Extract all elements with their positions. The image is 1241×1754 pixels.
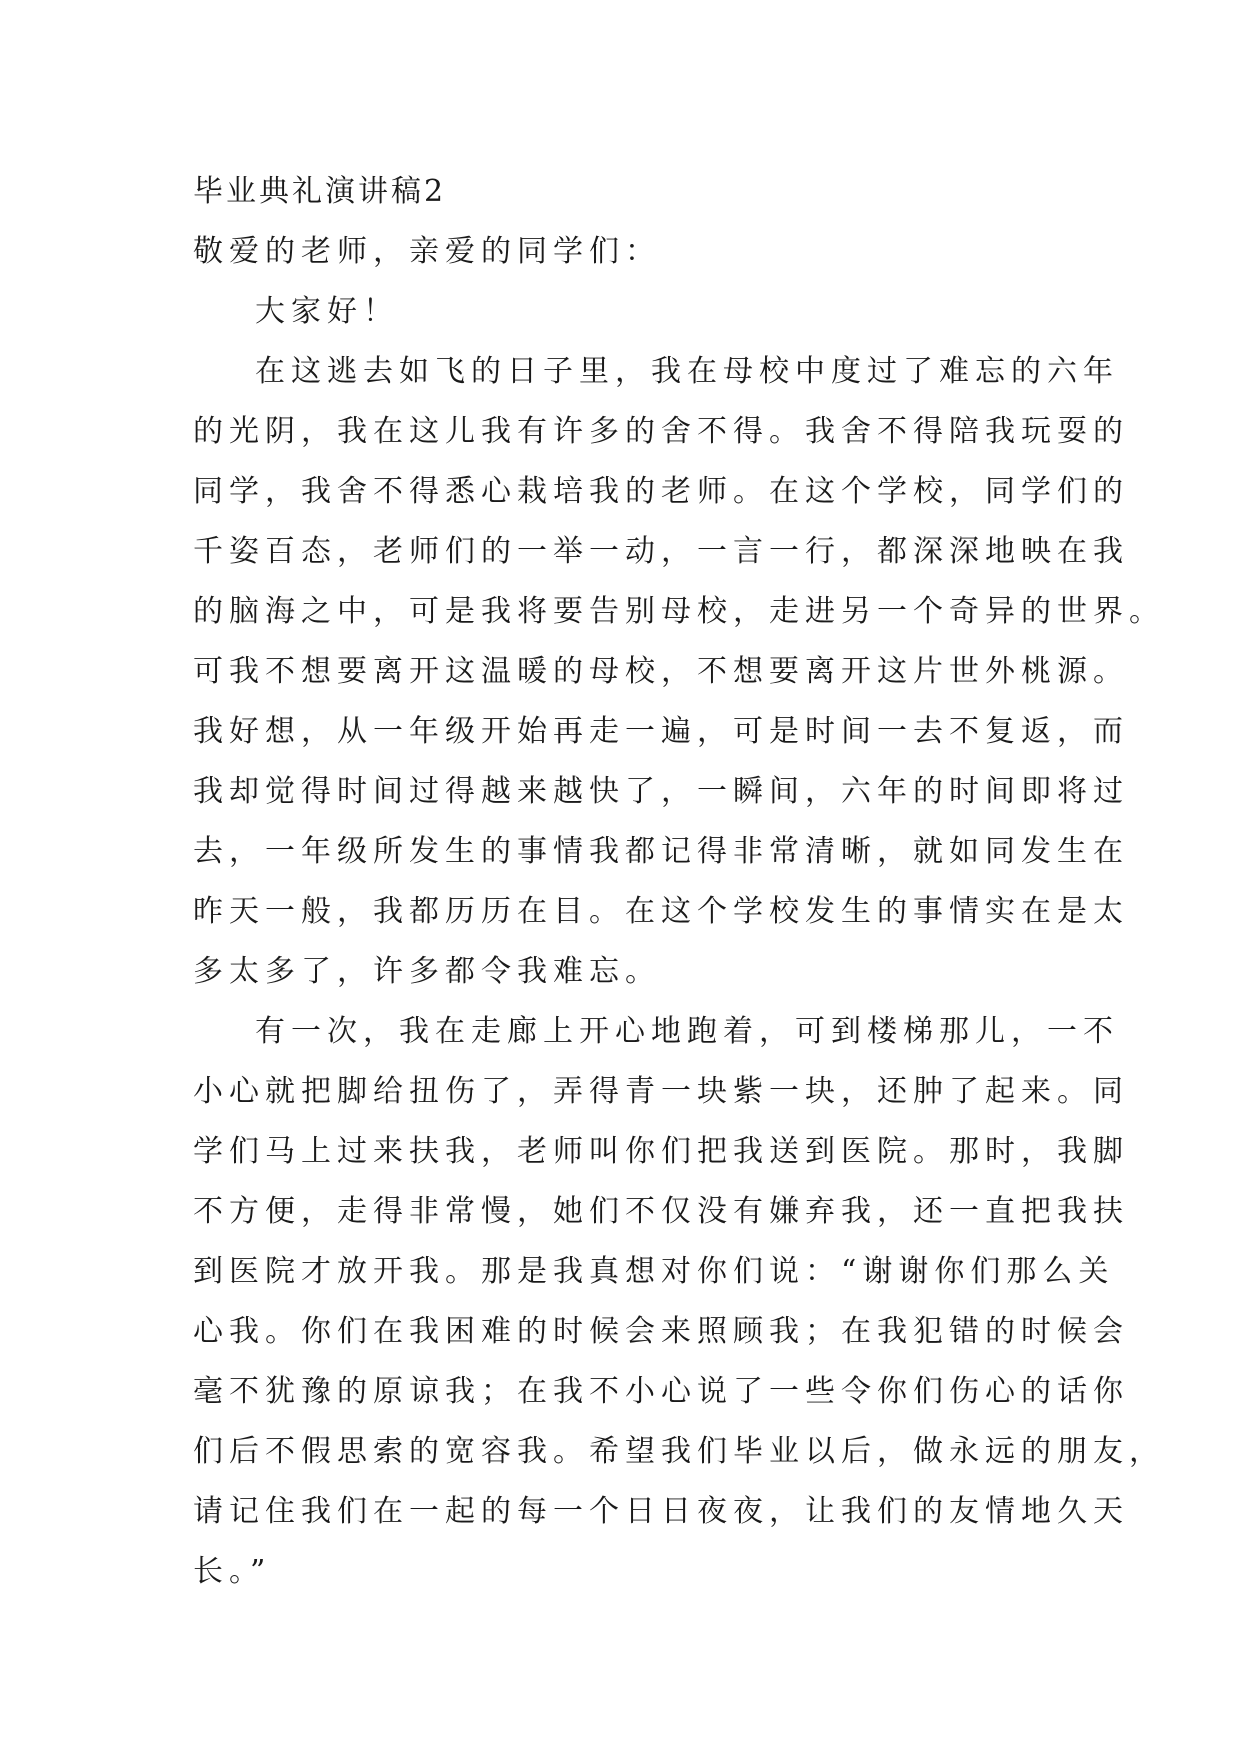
paragraph-line: 们后不假思索的宽容我。希望我们毕业以后，做永远的朋友，: [193, 1434, 1165, 1469]
paragraph-2: [193, 1002, 1165, 1602]
paragraph-line: 多太多了，许多都令我难忘。: [193, 954, 661, 989]
paragraph-line: 我好想，从一年级开始再走一遍，可是时间一去不复返，而: [193, 714, 1129, 749]
document-body: [193, 162, 1165, 1602]
paragraph-line: 的光阴，我在这儿我有许多的舍不得。我舍不得陪我玩耍的: [193, 414, 1129, 449]
paragraph-line: 可我不想要离开这温暖的母校，不想要离开这片世外桃源。: [193, 654, 1129, 689]
paragraph-line: 学们马上过来扶我，老师叫你们把我送到医院。那时，我脚: [193, 1134, 1129, 1169]
paragraph-line: 去，一年级所发生的事情我都记得非常清晰，就如同发生在: [193, 834, 1129, 869]
paragraph-line: 千姿百态，老师们的一举一动，一言一行，都深深地映在我: [193, 534, 1129, 569]
paragraph-line: 心我。你们在我困难的时候会来照顾我；在我犯错的时候会: [193, 1314, 1129, 1349]
paragraph-line: 同学，我舍不得悉心栽培我的老师。在这个学校，同学们的: [193, 474, 1129, 509]
paragraph-line: 我却觉得时间过得越来越快了，一瞬间，六年的时间即将过: [193, 774, 1129, 809]
paragraph-line: 到医院才放开我。那是我真想对你们说：“谢谢你们那么关: [193, 1254, 1115, 1289]
paragraph-line: 长。”: [193, 1554, 272, 1589]
paragraph-1: [193, 342, 1165, 1002]
paragraph-line: 毫不犹豫的原谅我；在我不小心说了一些令你们伤心的话你: [193, 1374, 1129, 1409]
paragraph-line: 在这逃去如飞的日子里，我在母校中度过了难忘的六年: [255, 354, 1119, 389]
greeting: 大家好！: [255, 294, 399, 329]
paragraph-line: 有一次，我在走廊上开心地跑着，可到楼梯那儿，一不: [255, 1014, 1119, 1049]
paragraph-line: 的脑海之中，可是我将要告别母校，走进另一个奇异的世界。: [193, 594, 1165, 629]
document-title: 毕业典礼演讲稿2: [193, 174, 447, 209]
paragraph-line: 请记住我们在一起的每一个日日夜夜，让我们的友情地久天: [193, 1494, 1129, 1529]
salutation: 敬爱的老师，亲爱的同学们：: [193, 234, 661, 269]
paragraph-line: 小心就把脚给扭伤了，弄得青一块紫一块，还肿了起来。同: [193, 1074, 1129, 1109]
paragraph-line: 昨天一般，我都历历在目。在这个学校发生的事情实在是太: [193, 894, 1129, 929]
paragraph-line: 不方便，走得非常慢，她们不仅没有嫌弃我，还一直把我扶: [193, 1194, 1129, 1229]
